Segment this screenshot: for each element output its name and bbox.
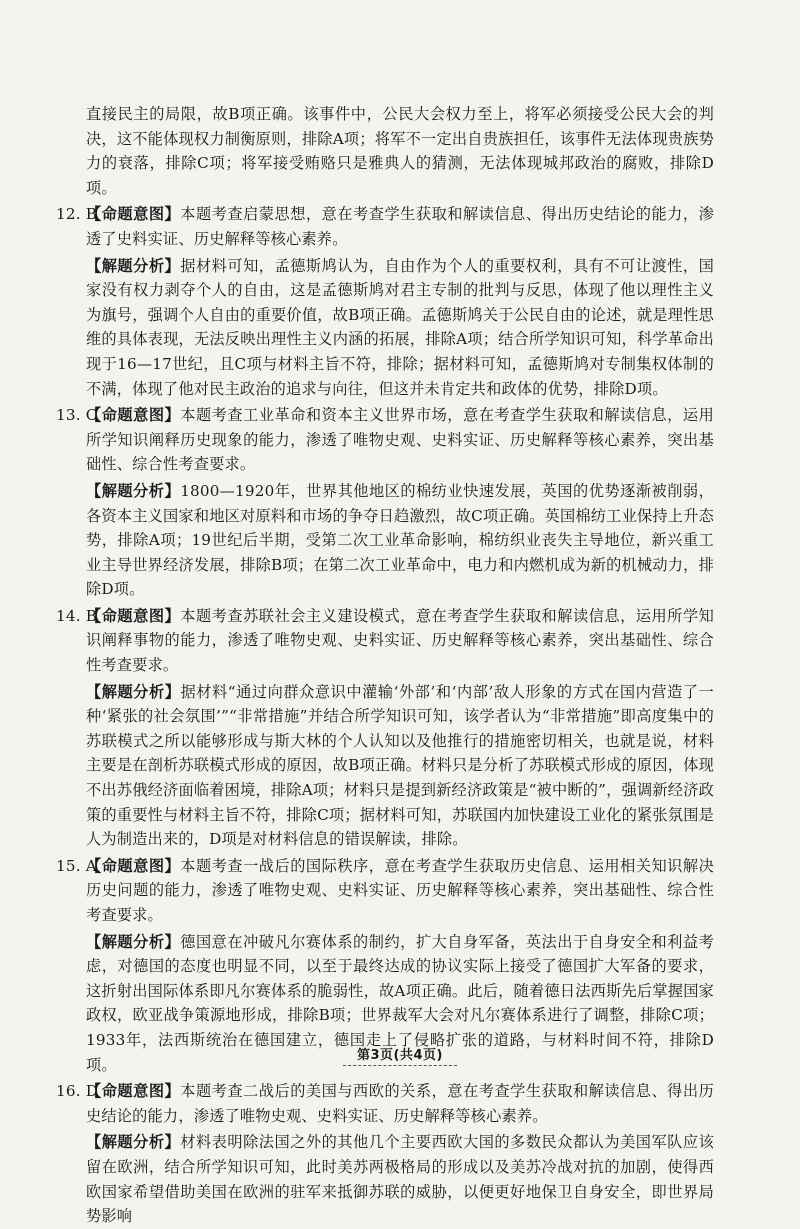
question-14: 14. B 【命题意图】本题考查苏联社会主义建设模式，意在考查学生获取和解读信息，运用所学知识阐释事物的能力，渗透了唯物史观、史料实证、历史解释等核心素养，突出基础性、综合性考查要求。 【解题分析】据材料“通过向群众意识中灌输‘外部’和‘内部’敌人形象的方式在国内营造了一种‘紧张的社会氛围’”“非常措施”并结合所学知识可知，该学者认为“非常措施”即高度集中的苏联模式之所以能够形成与斯大林的个人认知以及他推行的措施密切相关，也就是说，材料主要是在剖析苏联模式形成的原因，故B项正确。材料只是分析了苏联模式形成的原因，体现不出苏俄经济面临着困境，排除A项；材料只是提到新经济政策是“被中断的”，强调新经济政策的重要性与材料主旨不符，排除C项；据材料可知，苏联国内加快建设工业化的紧张氛围是人为制造出来的，D项是对材料信息的错误解读，排除。 <box>86 604 714 852</box>
intro-paragraph: 直接民主的局限，故B项正确。该事件中，公民大会权力至上，将军必须接受公民大会的判决，这不能体现权力制衡原则，排除A项；将军不一定出自贵族担任，该事件无法体现贵族势力的衰落，排除C项；将军接受贿赂只是雅典人的猜测，无法体现城邦政治的腐败，排除D项。 <box>86 105 714 197</box>
intent-paragraph <box>86 604 714 678</box>
intent-paragraph <box>86 202 714 251</box>
analysis-tag: 【解题分析】 <box>86 682 181 701</box>
analysis-paragraph <box>86 479 714 602</box>
intent-tag: 【命题意图】 <box>86 606 181 625</box>
analysis-tag: 【解题分析】 <box>86 1133 181 1152</box>
intent-paragraph <box>86 403 714 477</box>
analysis-paragraph <box>86 254 714 402</box>
intent-text: 本题考查苏联社会主义建设模式，意在考查学生获取和解读信息，运用所学知识阐释事物的能力，渗透了唯物史观、史料实证、历史解释等核心素养，突出基础性、综合性考查要求。 <box>86 606 714 675</box>
intent-tag: 【命题意图】 <box>86 1082 181 1101</box>
intent-text: 本题考查启蒙思想，意在考查学生获取和解读信息、得出历史结论的能力，渗透了史料实证、历史解释等核心素养。 <box>86 205 714 248</box>
question-13: 13. C 【命题意图】本题考查工业革命和资本主义世界市场，意在考查学生获取和解读信息，运用所学知识阐释历史现象的能力，渗透了唯物史观、史料实证、历史解释等核心素养，突出基础性、综合性考查要求。 【解题分析】1800—1920年，世界其他地区的棉纺业快速发展，英国的优势逐渐被削弱，各资本主义国家和地区对原料和市场的争夺日趋激烈，故C项正确。英国棉纺工业保持上升态势，排除A项；19世纪后半期，受第二次工业革命影响，棉纺织业丧失主导地位，新兴重工业主导世界经济发展，排除B项；在第二次工业革命中，电力和内燃机成为新的机械动力，排除D项。 <box>86 403 714 602</box>
analysis-text: 德国意在冲破凡尔赛体系的制约，扩大自身军备，英法出于自身安全和利益考虑，对德国的态度也明显不同，以至于最终达成的协议实际上接受了德国扩大军备的要求，这折射出国际体系即凡尔赛体系的脆弱性，故A项正确。此后，随着德日法西斯先后掌握国家政权，欧亚战争策源地形成，排除B项；世界裁军大会对凡尔赛体系进行了调整，排除C项；1933年，法西斯统治在德国建立，德国走上了侵略扩张的道路，与材料时间不符，排除D项。 <box>86 932 714 1074</box>
question-12: 12. B 【命题意图】本题考查启蒙思想，意在考查学生获取和解读信息、得出历史结论的能力，渗透了史料实证、历史解释等核心素养。 【解题分析】据材料可知，孟德斯鸠认为，自由作为个人的重要权利，具有不可让渡性，国家没有权力剥夺个人的自由，这是孟德斯鸠对君主专制的批判与反思，体现了他以理性主义为旗号，强调个人自由的重要价值，故B项正确。孟德斯鸠关于公民自由的论述，就是理性思维的具体表现，无法反映出理性主义内涵的拓展，排除A项；结合所学知识可知，科学革命出现于16—17世纪，且C项与材料主旨不符，排除；据材料可知，孟德斯鸠对专制集权体制的不满，体现了他对民主政治的追求与向往，但这并未肯定共和政体的优势，排除D项。 <box>86 202 714 401</box>
analysis-tag: 【解题分析】 <box>86 932 181 951</box>
analysis-text: 1800—1920年，世界其他地区的棉纺业快速发展，英国的优势逐渐被削弱，各资本主义国家和地区对原料和市场的争夺日趋激烈，故C项正确。英国棉纺工业保持上升态势，排除A项；19世纪后半期，受第二次工业革命影响，棉纺织业丧失主导地位，新兴重工业主导世界经济发展，排除B项；在第二次工业革命中，电力和内燃机成为新的机械动力，排除D项。 <box>86 481 714 599</box>
analysis-text: 据材料“通过向群众意识中灌输‘外部’和‘内部’敌人形象的方式在国内营造了一种‘紧张的社会氛围’”“非常措施”并结合所学知识可知，该学者认为“非常措施”即高度集中的苏联模式之所以能够形成与斯大林的个人认知以及他推行的措施密切相关，也就是说，材料主要是在剖析苏联模式形成的原因，故B项正确。材料只是分析了苏联模式形成的原因，体现不出苏俄经济面临着困境，排除A项；材料只是提到新经济政策是“被中断的”，强调新经济政策的重要性与材料主旨不符，排除C项；据材料可知，苏联国内加快建设工业化的紧张氛围是人为制造出来的，D项是对材料信息的错误解读，排除。 <box>86 682 714 849</box>
question-16: 16. D 【命题意图】本题考查二战后的美国与西欧的关系，意在考查学生获取和解读信息、得出历史结论的能力，渗透了唯物史观、史料实证、历史解释等核心素养。 【解题分析】材料表明除法国之外的其他几个主要西欧大国的多数民众都认为美国军队应该留在欧洲，结合所学知识可知，此时美苏两极格局的形成以及美苏冷战对抗的加剧，使得西欧国家希望借助美国在欧洲的驻军来抵御苏联的威胁，以便更好地保卫自身安全，即世界局势影响 <box>86 1079 714 1229</box>
analysis-text: 材料表明除法国之外的其他几个主要西欧大国的多数民众都认为美国军队应该留在欧洲，结合所学知识可知，此时美苏两极格局的形成以及美苏冷战对抗的加剧，使得西欧国家希望借助美国在欧洲的驻军来抵御苏联的威胁，以便更好地保卫自身安全，即世界局势影响 <box>86 1133 714 1226</box>
intent-paragraph <box>86 1079 714 1128</box>
question-15: 15. A 【命题意图】本题考查一战后的国际秩序，意在考查学生获取历史信息、运用相关知识解决历史问题的能力，渗透了唯物史观、史料实证、历史解释等核心素养，突出基础性、综合性考查要求。 【解题分析】德国意在冲破凡尔赛体系的制约，扩大自身军备，英法出于自身安全和利益考虑，对德国的态度也明显不同，以至于最终达成的协议实际上接受了德国扩大军备的要求，这折射出国际体系即凡尔赛体系的脆弱性，故A项正确。此后，随着德日法西斯先后掌握国家政权，欧亚战争策源地形成，排除B项；世界裁军大会对凡尔赛体系进行了调整，排除C项；1933年，法西斯统治在德国建立，德国走上了侵略扩张的道路，与材料时间不符，排除D项。 <box>86 854 714 1077</box>
intent-tag: 【命题意图】 <box>86 205 181 224</box>
intent-tag: 【命题意图】 <box>86 406 181 425</box>
intent-text: 本题考查二战后的美国与西欧的关系，意在考查学生获取和解读信息、得出历史结论的能力，渗透了唯物史观、史料实证、历史解释等核心素养。 <box>86 1082 714 1125</box>
intent-paragraph <box>86 854 714 928</box>
intent-tag: 【命题意图】 <box>86 856 181 875</box>
page-footer <box>0 1044 800 1063</box>
intent-text: 本题考查一战后的国际秩序，意在考查学生获取历史信息、运用相关知识解决历史问题的能力，渗透了唯物史观、史料实证、历史解释等核心素养，突出基础性、综合性考查要求。 <box>86 856 714 924</box>
analysis-tag: 【解题分析】 <box>86 256 181 275</box>
analysis-tag: 【解题分析】 <box>86 481 181 500</box>
analysis-text: 据材料可知，孟德斯鸠认为，自由作为个人的重要权利，具有不可让渡性，国家没有权力剥夺个人的自由，这是孟德斯鸠对君主专制的批判与反思，体现了他以理性主义为旗号，强调个人自由的重要价值，故B项正确。孟德斯鸠关于公民自由的论述，就是理性思维的具体表现，无法反映出理性主义内涵的拓展，排除A项；结合所学知识可知，科学革命出现于16—17世纪，且C项与材料主旨不符，排除；据材料可知，孟德斯鸠对专制集权体制的不满，体现了他对民主政治的追求与向往，但这并未肯定共和政体的优势，排除D项。 <box>86 256 714 398</box>
intent-text: 本题考查工业革命和资本主义世界市场，意在考查学生获取和解读信息，运用所学知识阐释历史现象的能力，渗透了唯物史观、史料实证、历史解释等核心素养，突出基础性、综合性考查要求。 <box>86 406 714 474</box>
analysis-paragraph <box>86 1130 714 1228</box>
analysis-paragraph <box>86 680 714 852</box>
page-number: 第3页(共4页) <box>343 1048 457 1066</box>
